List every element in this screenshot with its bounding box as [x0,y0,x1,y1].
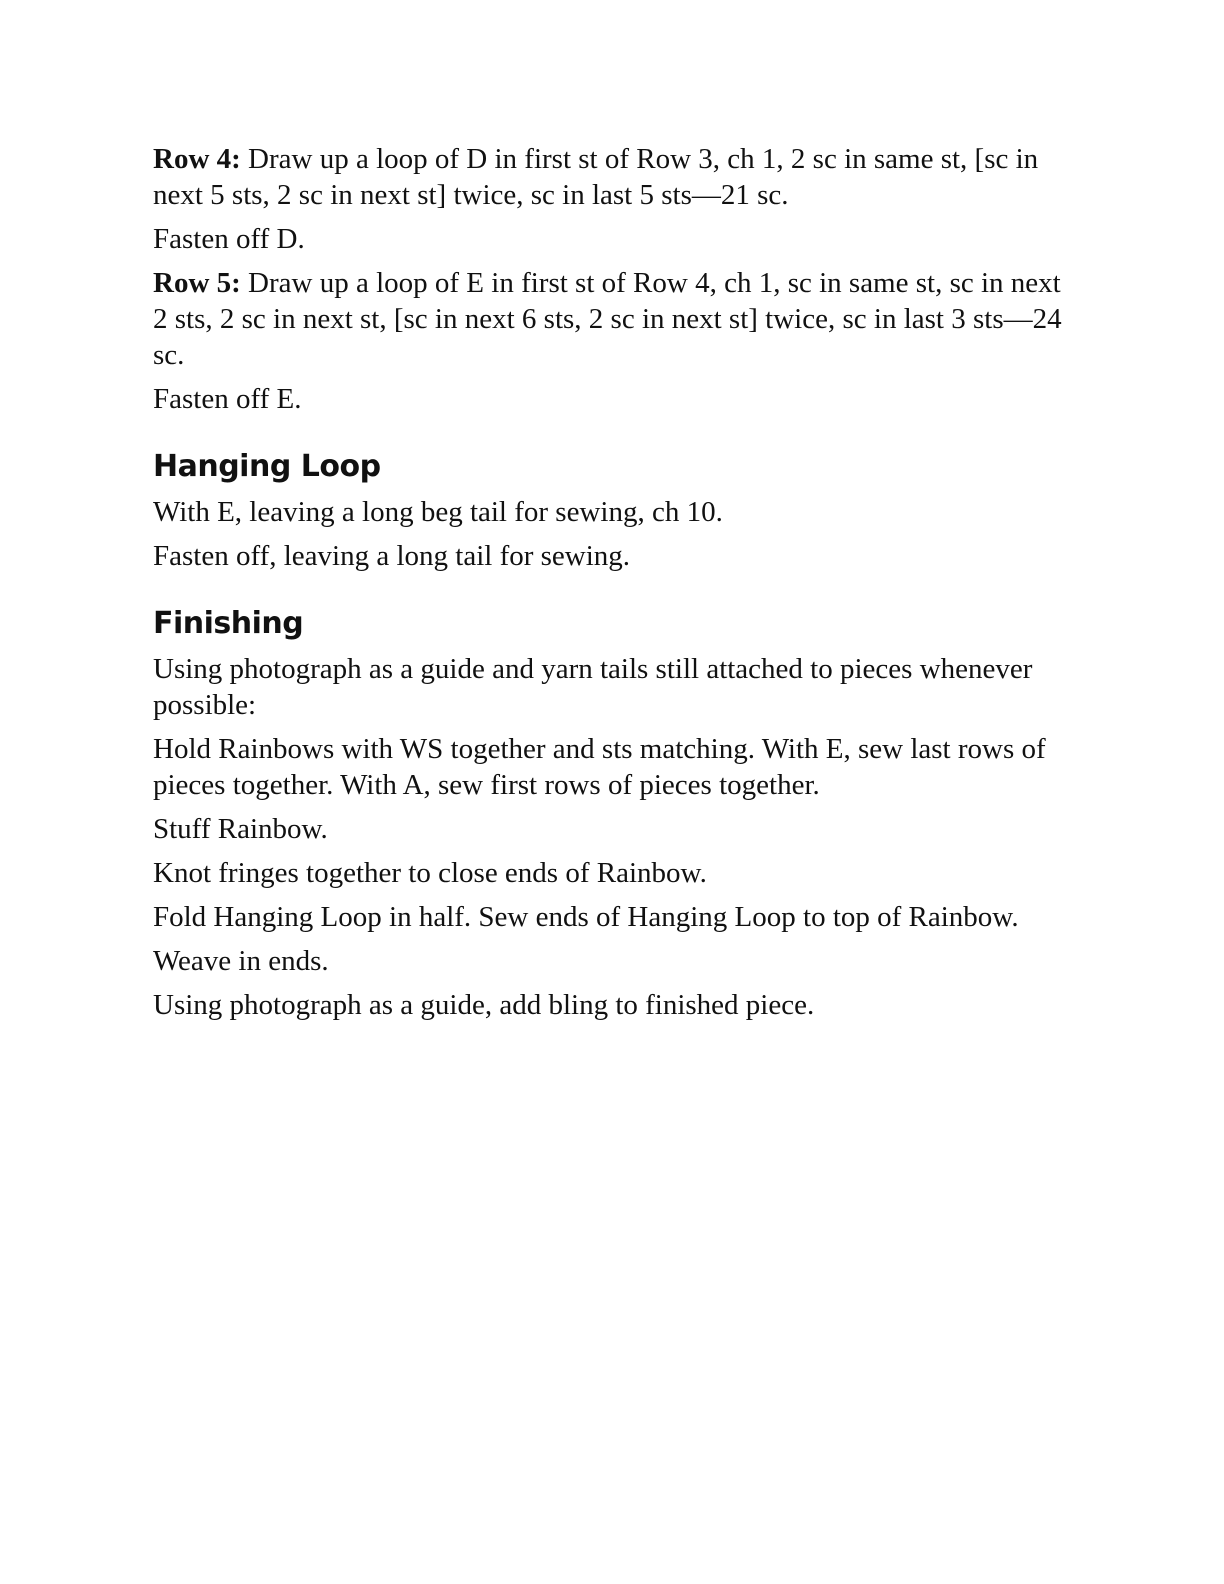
row-5-instruction [153,265,1073,373]
finishing-paragraph: Stuff Rainbow. [153,813,328,845]
finishing-heading: Finishing [153,606,304,641]
finishing-paragraph: Using photograph as a guide, add bling to finished piece. [153,989,815,1021]
row-4-instruction [153,141,1073,213]
row-5-label: Row 5: [153,267,241,299]
row-4-label: Row 4: [153,143,241,175]
hanging-loop-paragraph: Fasten off, leaving a long tail for sewing. [153,540,631,572]
finishing-paragraph: Knot fringes together to close ends of Rainbow. [153,857,707,889]
row-5-text: Draw up a loop of E in first st of Row 4, ch 1, sc in same st, sc in next 2 sts, 2 sc in next st, [sc in next 6 sts, 2 sc in next st] twice, sc in last 3 sts—24 sc. [153,267,1062,371]
finishing-paragraph: Hold Rainbows with WS together and sts matching. With E, sew last rows of pieces together. With A, sew first rows of pieces together. [153,733,1046,801]
finishing-paragraph: Using photograph as a guide and yarn tails still attached to pieces whenever possible: [153,653,1033,721]
row-4-text: Draw up a loop of D in first st of Row 3, ch 1, 2 sc in same st, [sc in next 5 sts, 2 sc in next st] twice, sc in last 5 sts—21 sc. [153,143,1039,211]
row-4-fasten-off: Fasten off D. [153,223,305,255]
hanging-loop-paragraph: With E, leaving a long beg tail for sewing, ch 10. [153,496,723,528]
finishing-paragraph: Fold Hanging Loop in half. Sew ends of Hanging Loop to top of Rainbow. [153,901,1019,933]
finishing-paragraph: Weave in ends. [153,945,329,977]
row-5-fasten-off: Fasten off E. [153,383,302,415]
document-page [153,141,1073,1023]
hanging-loop-heading: Hanging Loop [153,449,381,484]
